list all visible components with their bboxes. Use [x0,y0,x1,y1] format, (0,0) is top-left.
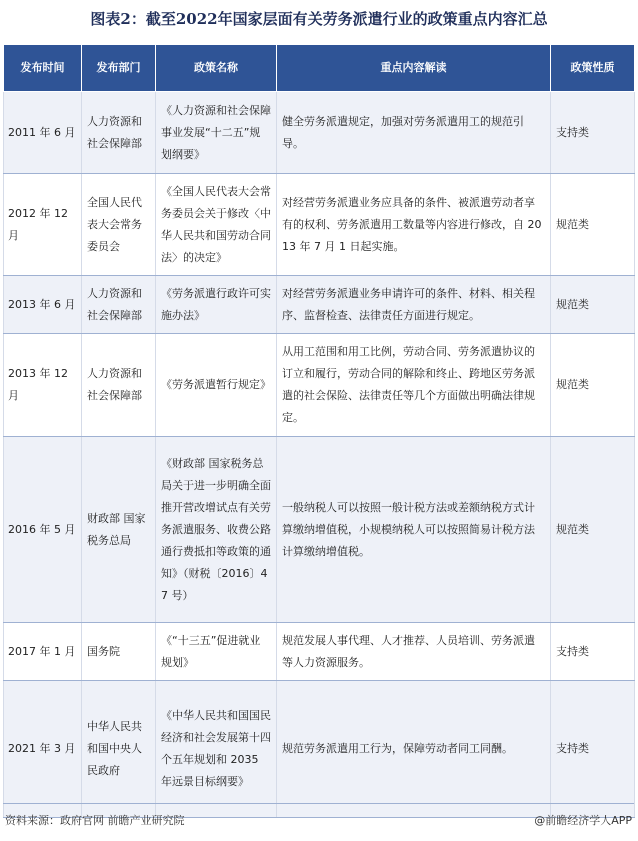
cell-policy-name: 《财政部 国家税务总局关于进一步明确全面推开营改增试点有关劳务派遣服务、收费公路通行费抵扣等政策的通知》（财税〔2016〕47 号） [156,437,277,623]
source-note: 资料来源：政府官网 前瞻产业研究院 [5,814,185,827]
table-row [4,92,635,174]
cell-content: 规范劳务派遣用工行为，保障劳动者同工同酬。 [277,681,551,818]
cell-nature: 规范类 [551,334,635,437]
cell-date: 2013 年 12 月 [4,334,82,437]
cell-nature: 支持类 [551,623,635,681]
header-nature: 政策性质 [551,45,635,92]
table-row [4,174,635,276]
header-content: 重点内容解读 [277,45,551,92]
cell-date: 2021 年 3 月 [4,681,82,818]
cell-content: 规范发展人事代理、人才推荐、人员培训、劳务派遣等人力资源服务。 [277,623,551,681]
table-row [4,276,635,334]
cell-date: 2017 年 1 月 [4,623,82,681]
cell-policy-name: 《“十三五”促进就业规划》 [156,623,277,681]
cell-department: 人力资源和社会保障部 [82,334,156,437]
cell-department: 中华人民共和国中央人民政府 [82,681,156,818]
header-date: 发布时间 [4,45,82,92]
cell-nature: 规范类 [551,174,635,276]
cell-nature: 支持类 [551,681,635,818]
cell-department: 人力资源和社会保障部 [82,92,156,174]
cell-content: 健全劳务派遣规定，加强对劳务派遣用工的规范引导。 [277,92,551,174]
cell-policy-name: 《中华人民共和国国民经济和社会发展第十四个五年规划和 2035 年远景目标纲要》 [156,681,277,818]
cell-nature: 支持类 [551,92,635,174]
footer-divider [3,803,634,804]
table-row [4,681,635,818]
cell-department: 国务院 [82,623,156,681]
cell-date: 2013 年 6 月 [4,276,82,334]
cell-department: 全国人民代表大会常务委员会 [82,174,156,276]
cell-policy-name: 《劳务派遣行政许可实施办法》 [156,276,277,334]
cell-date: 2012 年 12 月 [4,174,82,276]
cell-policy-name: 《劳务派遣暂行规定》 [156,334,277,437]
cell-date: 2016 年 5 月 [4,437,82,623]
cell-department: 人力资源和社会保障部 [82,276,156,334]
cell-policy-name: 《人力资源和社会保障事业发展“十二五”规划纲要》 [156,92,277,174]
cell-content: 一般纳税人可以按照一般计税方法或差额纳税方式计算缴纳增值税，小规模纳税人可以按照简易计税方法计算缴纳增值税。 [277,437,551,623]
header-department: 发布部门 [82,45,156,92]
cell-nature: 规范类 [551,276,635,334]
cell-department: 财政部 国家税务总局 [82,437,156,623]
cell-date: 2011 年 6 月 [4,92,82,174]
cell-nature: 规范类 [551,437,635,623]
cell-content: 从用工范围和用工比例，劳动合同、劳务派遣协议的订立和履行，劳动合同的解除和终止、跨地区劳务派遣的社会保险、法律责任等几个方面做出明确法律规定。 [277,334,551,437]
cell-policy-name: 《全国人民代表大会常务委员会关于修改〈中华人民共和国劳动合同法〉的决定》 [156,174,277,276]
header-policy-name: 政策名称 [156,45,277,92]
table-header-row [4,45,635,92]
table-row [4,623,635,681]
policy-table [3,44,635,818]
cell-content: 对经营劳务派遣业务申请许可的条件、材料、相关程序、监督检查、法律责任方面进行规定。 [277,276,551,334]
cell-content: 对经营劳务派遣业务应具备的条件、被派遣劳动者享有的权利、劳务派遣用工数量等内容进行修改，自 2013 年 7 月 1 日起实施。 [277,174,551,276]
chart-title: 图表2：截至2022年国家层面有关劳务派遣行业的政策重点内容汇总 [90,10,548,28]
table-row [4,334,635,437]
table-row [4,437,635,623]
brand-credit: @前瞻经济学人APP [534,814,632,827]
